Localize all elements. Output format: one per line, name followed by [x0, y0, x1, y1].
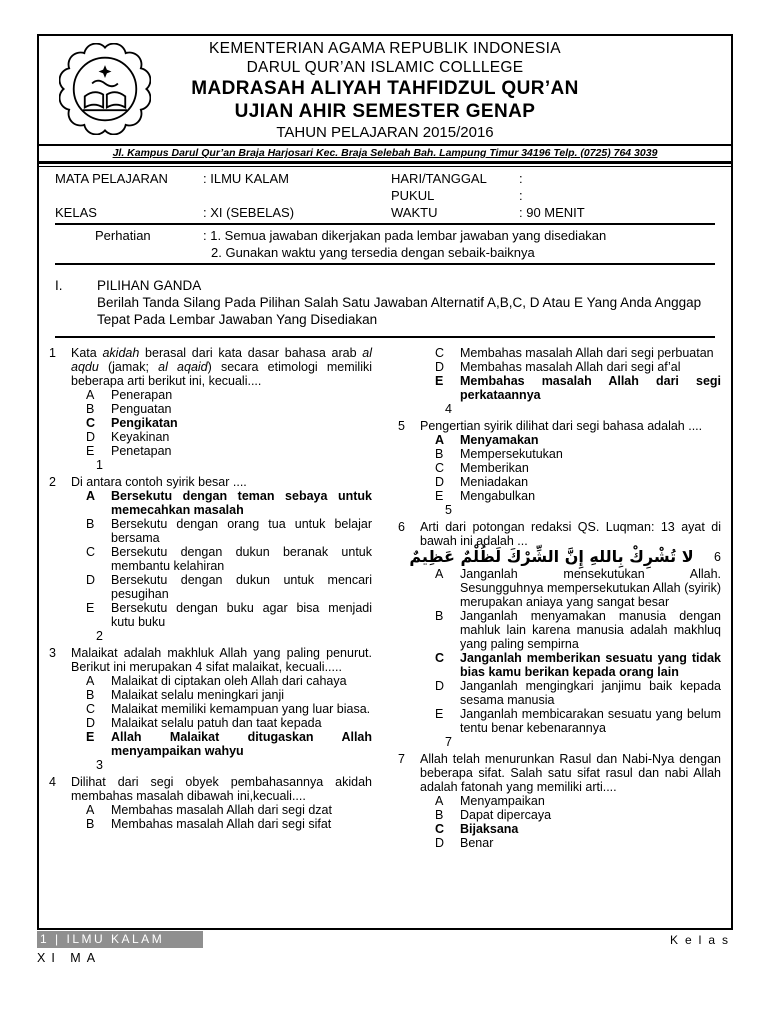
option-2-B: [49, 517, 372, 545]
section-title: PILIHAN GANDA: [97, 278, 202, 293]
option-text: Bersekutu dengan dukun untuk mencari pesugihan: [111, 573, 372, 601]
option-6-B: [398, 609, 721, 651]
option-text: Malaikat di ciptakan oleh Allah dari cahaya: [111, 674, 347, 688]
option-text: Malaikat selalu patuh dan taat kepada: [111, 716, 322, 730]
option-text: Bersekutu dengan buku agar bisa menjadi kutu buku: [111, 601, 372, 629]
question-text: [420, 419, 721, 433]
section-instruction: Berilah Tanda Silang Pada Pilihan Salah Satu Jawaban Alternatif A,B,C, D Atau E Yang Anda Anggap Tepat Pada Lembar Jawaban Yang Disediakan: [97, 295, 702, 327]
letterhead: [39, 36, 731, 142]
answer-marker: 7: [445, 735, 452, 749]
duration-value: : 90 MENIT: [519, 205, 585, 220]
option-text: Mempersekutukan: [460, 447, 563, 461]
question-number: 4: [49, 775, 56, 789]
college-name: DARUL QUR’AN ISLAMIC COLLLEGE: [246, 59, 524, 76]
option-letter: E: [435, 374, 444, 388]
question-text: [71, 646, 372, 674]
option-text: Malaikat selalu meningkari janji: [111, 688, 284, 702]
question-number: 3: [49, 646, 56, 660]
option-5-C: [398, 461, 721, 475]
question-row: [49, 775, 372, 803]
option-letter: B: [435, 808, 444, 822]
question-text: [71, 775, 372, 803]
option-2-E: [49, 601, 372, 629]
option-2-C: [49, 545, 372, 573]
question-row: [398, 520, 721, 548]
option-text: Janganlah mengingkari janjimu baik kepada sesama manusia: [460, 679, 721, 707]
option-text: Membahas masalah Allah dari segi perkataannya: [460, 374, 721, 402]
option-1-C: [49, 416, 372, 430]
option-text: Dapat dipercaya: [460, 808, 552, 822]
blank-cell: [203, 187, 391, 204]
question-row: [49, 475, 372, 489]
option-letter: A: [86, 803, 95, 817]
option-cont-D: [398, 360, 721, 374]
attention-separator-rule: [55, 263, 715, 265]
question-text-segment: Allah telah menurunkan Rasul dan Nabi-Nya dengan beberapa sifat. Salah satu sifat rasul dan nabi Allah adalah fatonah yang memiliki arti....: [420, 752, 721, 794]
option-6-E: [398, 707, 721, 735]
option-text: Malaikat memiliki kemampuan yang luar biasa.: [111, 702, 371, 716]
date-label: HARI/TANGGAL: [391, 171, 487, 186]
option-text: Menyampaikan: [460, 794, 545, 808]
page-footer: [37, 931, 735, 965]
questions-column-right: [398, 346, 721, 853]
question-text: [420, 752, 721, 794]
option-text: Penguatan: [111, 402, 172, 416]
option-4-A: [49, 803, 372, 817]
attention-item-2: 2. Gunakan waktu yang tersedia dengan sebaik-baiknya: [211, 245, 535, 260]
question-text-segment: berasal dari kata dasar bahasa arab: [139, 346, 363, 360]
question-2: [49, 475, 372, 643]
option-7-D: [398, 836, 721, 850]
class-value: : XI (SEBELAS): [203, 205, 295, 220]
question-number: 2: [49, 475, 56, 489]
question-number: 5: [398, 419, 405, 433]
attention-label: Perhatian: [95, 228, 151, 243]
option-letter: C: [86, 416, 96, 430]
blank-cell: [55, 244, 203, 261]
time-value: :: [519, 188, 523, 203]
option-letter: D: [86, 430, 96, 444]
option-1-E: [49, 444, 372, 458]
option-letter: D: [86, 573, 96, 587]
question-text-segment: ) secara etimologi memiliki beberapa arti berikut ini, kecuali....: [71, 360, 372, 388]
question-number: 1: [49, 346, 56, 360]
option-text: Penerapan: [111, 388, 173, 402]
option-letter: C: [435, 822, 445, 836]
time-label: PUKUL: [391, 188, 435, 203]
question-text-segment: Malaikat adalah makhluk Allah yang paling penurut. Berikut ini merupakan 4 sifat malaikat, kecuali.....: [71, 646, 372, 674]
footer-page-number: 1: [40, 932, 50, 946]
option-text: Janganlah membicarakan sesuatu yang belum tentu benar kebenarannya: [460, 707, 721, 735]
footer-class-line: XI MA: [37, 951, 102, 965]
class-label: KELAS: [55, 205, 97, 220]
option-letter: A: [86, 388, 95, 402]
school-name: MADRASAH ALIYAH TAHFIDZUL QUR’AN: [191, 78, 579, 99]
option-5-D: [398, 475, 721, 489]
option-1-B: [49, 402, 372, 416]
option-letter: A: [435, 567, 444, 581]
option-text: Benar: [460, 836, 494, 850]
question-row: [398, 752, 721, 794]
question-row: [49, 646, 372, 674]
option-6-A: [398, 567, 721, 609]
answer-marker: 3: [96, 758, 103, 772]
option-text: Janganlah mensekutukan Allah. Sesungguhnya mempersekutukan Allah (syirik) merupakan aniaya yang sangat besar: [460, 567, 721, 609]
question-text: [71, 475, 372, 489]
academic-year: TAHUN PELAJARAN 2015/2016: [276, 124, 494, 141]
arabic-verse-text: لا تُشْرِكْ بِاللهِ إِنَّ الشِّرْكَ لَظُلْمٌ عَظِيمٌ: [409, 547, 694, 566]
option-2-A: [49, 489, 372, 517]
footer-subject: ILMU KALAM: [66, 932, 165, 946]
option-letter: A: [86, 674, 95, 688]
option-5-E: [398, 489, 721, 503]
option-text: Memberikan: [460, 461, 529, 475]
ministry-name: KEMENTERIAN AGAMA REPUBLIK INDONESIA: [209, 40, 561, 57]
option-letter: A: [435, 794, 444, 808]
arabic-verse-marker: 6: [714, 550, 721, 564]
option-3-B: [49, 688, 372, 702]
option-letter: E: [435, 707, 444, 721]
footer-page-badge: [37, 931, 203, 948]
question-4: [49, 775, 372, 831]
question-text: [420, 520, 721, 548]
option-letter: B: [86, 817, 95, 831]
option-6-D: [398, 679, 721, 707]
option-text: Pengikatan: [111, 416, 178, 430]
question-text-segment: Arti dari potongan redaksi QS. Luqman: 13 ayat di bawah ini adalah ...: [420, 520, 721, 548]
question-number: 6: [398, 520, 405, 534]
option-1-D: [49, 430, 372, 444]
option-5-A: [398, 433, 721, 447]
question-text-segment: Dilihat dari segi obyek pembahasannya akidah membahas masalah dibawah ini,kecuali....: [71, 775, 372, 803]
option-3-E: [49, 730, 372, 758]
option-cont-C: [398, 346, 721, 360]
blank-cell: [55, 187, 203, 204]
question-row: [49, 346, 372, 388]
option-cont-E: [398, 374, 721, 402]
option-letter: C: [435, 651, 445, 665]
option-letter: D: [435, 836, 445, 850]
option-text: Mengabulkan: [460, 489, 536, 503]
attention-item-1: : 1. Semua jawaban dikerjakan pada lembar jawaban yang disediakan: [203, 228, 607, 243]
option-letter: E: [86, 730, 95, 744]
footer-separator: |: [55, 932, 61, 946]
option-text: Bersekutu dengan orang tua untuk belajar bersama: [111, 517, 372, 545]
option-text: Membahas masalah Allah dari segi sifat: [111, 817, 332, 831]
option-4-B: [49, 817, 372, 831]
exam-title: UJIAN AHIR SEMESTER GENAP: [234, 101, 536, 122]
question-5: [398, 419, 721, 517]
option-letter: B: [435, 447, 444, 461]
footer-kelas-label: Kelas: [669, 933, 735, 947]
option-3-A: [49, 674, 372, 688]
option-2-D: [49, 573, 372, 601]
option-1-A: [49, 388, 372, 402]
question-text-segment: al aqdu: [71, 346, 373, 374]
option-letter: E: [435, 489, 444, 503]
option-text: Janganlah menyamakan manusia dengan mahluk lain karena manusia adalah makhluq yang paling sempirna: [460, 609, 721, 651]
question-row: [398, 419, 721, 433]
question-text-segment: Kata: [71, 346, 103, 360]
option-letter: C: [86, 545, 96, 559]
answer-marker: 1: [96, 458, 103, 472]
option-7-C: [398, 822, 721, 836]
madrasah-logo-icon: [59, 43, 151, 135]
option-letter: D: [86, 716, 96, 730]
option-letter: D: [435, 360, 445, 374]
option-text: Penetapan: [111, 444, 172, 458]
option-text: Menyamakan: [460, 433, 539, 447]
option-letter: A: [435, 433, 445, 447]
option-7-B: [398, 808, 721, 822]
date-value: :: [519, 171, 523, 186]
option-text: Keyakinan: [111, 430, 170, 444]
option-3-C: [49, 702, 372, 716]
option-letter: D: [435, 679, 445, 693]
arabic-verse: [398, 548, 721, 567]
duration-label: WAKTU: [391, 205, 438, 220]
question-text-segment: al aqaid: [158, 360, 208, 374]
option-text: Membahas masalah Allah dari segi af’al: [460, 360, 681, 374]
section-multiple-choice: [39, 267, 731, 338]
question-text-segment: akidah: [102, 346, 140, 360]
option-text: Bersekutu dengan teman sebaya untuk memecahkan masalah: [111, 489, 372, 517]
answer-marker: 5: [445, 503, 452, 517]
option-text: Membahas masalah Allah dari segi perbuatan: [460, 346, 714, 360]
options-continued: [398, 346, 721, 416]
page-frame: [37, 34, 733, 930]
question-1: [49, 346, 372, 472]
subject-value: : ILMU KALAM: [203, 171, 289, 186]
option-text: Janganlah memberikan sesuatu yang tidak bias kamu berikan kepada orang lain: [460, 651, 721, 679]
option-letter: C: [435, 461, 445, 475]
option-letter: C: [86, 702, 96, 716]
option-text: Bersekutu dengan dukun beranak untuk membantu kelahiran: [111, 545, 372, 573]
question-number: 7: [398, 752, 405, 766]
option-6-C: [398, 651, 721, 679]
section-numeral: I.: [55, 278, 63, 293]
option-letter: E: [86, 601, 95, 615]
subject-label: MATA PELAJARAN: [55, 171, 168, 186]
school-address: Jl. Kampus Darul Qur’an Braja Harjosari Kec. Braja Selebah Bah. Lampung Timur 34196 Telp. (0725) 764 3039: [112, 147, 658, 159]
exam-info: [39, 167, 731, 265]
questions-column-left: [49, 346, 372, 853]
option-letter: B: [435, 609, 444, 623]
answer-marker: 4: [445, 402, 452, 416]
question-text-segment: Di antara contoh syirik besar ....: [71, 475, 247, 489]
option-letter: B: [86, 517, 95, 531]
questions-area: [39, 338, 731, 853]
option-5-B: [398, 447, 721, 461]
option-letter: B: [86, 688, 95, 702]
option-3-D: [49, 716, 372, 730]
option-7-A: [398, 794, 721, 808]
option-text: Allah Malaikat ditugaskan Allah menyampaikan wahyu: [111, 730, 372, 758]
exam-info-grid: [55, 170, 715, 221]
option-letter: C: [435, 346, 445, 360]
option-letter: E: [86, 444, 95, 458]
question-text-segment: Pengertian syirik dilihat dari segi bahasa adalah ....: [420, 419, 703, 433]
question-6: [398, 520, 721, 749]
option-letter: B: [86, 402, 95, 416]
question-text-segment: (jamak;: [98, 360, 159, 374]
info-separator-rule: [55, 223, 715, 225]
option-letter: A: [86, 489, 96, 503]
option-letter: D: [435, 475, 445, 489]
option-text: Meniadakan: [460, 475, 529, 489]
question-7: [398, 752, 721, 850]
option-text: Membahas masalah Allah dari segi dzat: [111, 803, 332, 817]
attention-block: [55, 227, 715, 261]
question-text: [71, 346, 372, 388]
option-text: Bijaksana: [460, 822, 519, 836]
answer-marker: 2: [96, 629, 103, 643]
question-3: [49, 646, 372, 772]
